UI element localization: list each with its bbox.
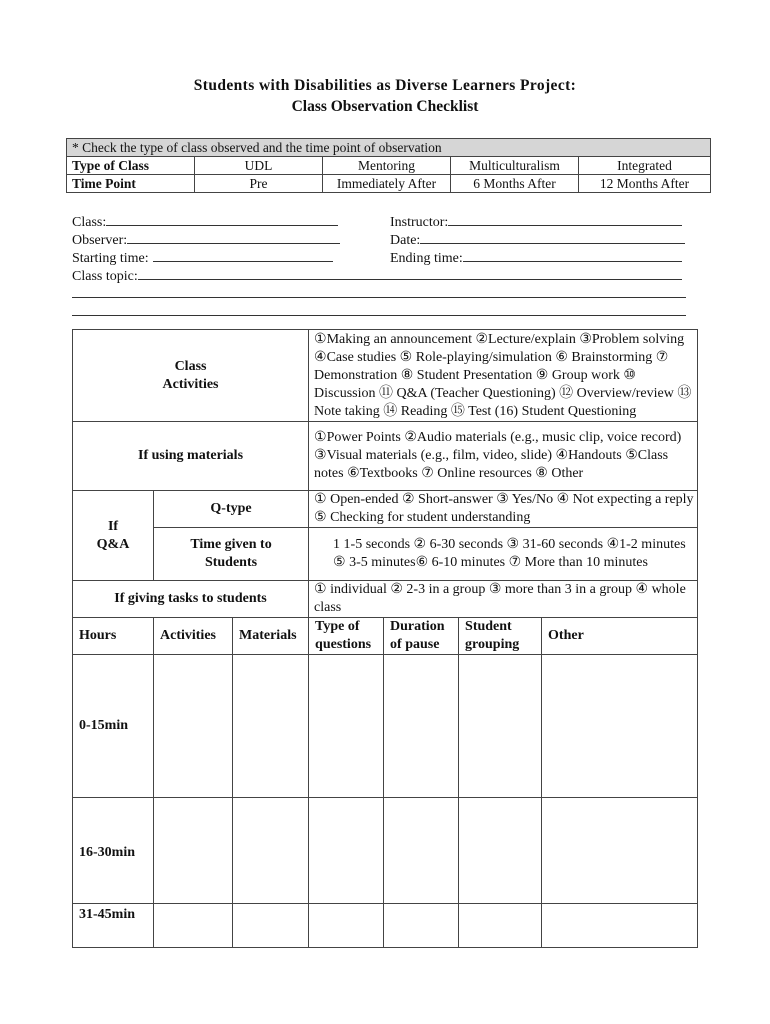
table-cell[interactable] xyxy=(233,798,309,904)
document-title: Students with Disabilities as Diverse Learners Project: xyxy=(193,77,577,94)
materials-label: If using materials xyxy=(73,422,309,491)
table-cell[interactable] xyxy=(542,798,698,904)
instructor-field[interactable] xyxy=(390,212,682,232)
document-subtitle: Class Observation Checklist xyxy=(291,98,479,115)
time-given-options-line1: 1 1-5 seconds ② 6-30 seconds ③ 31-60 seconds ④1-2 minutes xyxy=(333,537,686,552)
row-label-31-45min: 31-45min xyxy=(73,904,154,948)
class-activities-label-line1: Class xyxy=(174,358,207,374)
class-type-option[interactable]: UDL xyxy=(195,157,323,175)
table-cell[interactable] xyxy=(384,798,459,904)
col-header-duration-of-pause: Duration of pause xyxy=(384,618,459,655)
table-cell[interactable] xyxy=(309,904,384,948)
time-point-option[interactable]: 12 Months After xyxy=(579,175,711,193)
table-cell[interactable] xyxy=(154,798,233,904)
date-label: Date: xyxy=(390,233,421,248)
col-header-hours: Hours xyxy=(73,618,154,655)
tasks-label: If giving tasks to students xyxy=(73,581,309,618)
table-cell[interactable] xyxy=(459,798,542,904)
qa-label xyxy=(73,491,154,581)
col-header-student-grouping: Student grouping xyxy=(459,618,542,655)
starting-time-field[interactable] xyxy=(72,248,333,268)
row-label-16-30min: 16-30min xyxy=(73,798,154,904)
qa-label-line1: If xyxy=(107,518,119,534)
starting-time-label: Starting time: xyxy=(72,251,149,266)
observer-label: Observer: xyxy=(72,233,128,248)
class-type-option[interactable]: Integrated xyxy=(579,157,711,175)
qtype-options[interactable]: ① Open-ended ② Short-answer ③ Yes/No ④ Not expecting a reply ⑤ Checking for student understanding xyxy=(309,491,698,528)
ending-time-field[interactable] xyxy=(390,248,682,268)
class-topic-label: Class topic: xyxy=(72,269,138,284)
table-cell[interactable] xyxy=(309,655,384,798)
observer-field[interactable] xyxy=(72,230,340,250)
table-cell[interactable] xyxy=(459,655,542,798)
table-cell[interactable] xyxy=(384,655,459,798)
table-cell[interactable] xyxy=(309,798,384,904)
ending-time-label: Ending time: xyxy=(390,251,463,266)
observation-table xyxy=(72,329,698,948)
time-point-option[interactable]: Immediately After xyxy=(323,175,451,193)
table-cell[interactable] xyxy=(233,904,309,948)
row-label-0-15min: 0-15min xyxy=(73,655,154,798)
time-point-label: Time Point xyxy=(67,175,195,193)
time-given-options[interactable] xyxy=(309,528,698,581)
table-cell[interactable] xyxy=(459,904,542,948)
type-table-instruction: * Check the type of class observed and the time point of observation xyxy=(67,139,711,157)
qa-label-line2: Q&A xyxy=(96,536,130,552)
class-type-table xyxy=(66,138,711,193)
table-cell[interactable] xyxy=(384,904,459,948)
col-header-activities: Activities xyxy=(154,618,233,655)
class-type-option[interactable]: Multiculturalism xyxy=(451,157,579,175)
table-cell[interactable] xyxy=(154,655,233,798)
time-point-option[interactable]: 6 Months After xyxy=(451,175,579,193)
class-label: Class: xyxy=(72,215,107,230)
class-type-option[interactable]: Mentoring xyxy=(323,157,451,175)
tasks-options[interactable]: ① individual ② 2-3 in a group ③ more than 3 in a group ④ whole class xyxy=(309,581,698,618)
topic-line[interactable] xyxy=(72,315,686,316)
col-header-type-of-questions: Type of questions xyxy=(309,618,384,655)
col-header-materials: Materials xyxy=(233,618,309,655)
table-cell[interactable] xyxy=(233,655,309,798)
class-activities-options[interactable]: ①Making an announcement ②Lecture/explain ③Problem solving ④Case studies ⑤ Role-playing/simulation ⑥ Brainstorming ⑦ Demonstration ⑧ Student Presentation ⑨ Group work ⑩ Discussion ⑪ Q&A (Teacher Questioning) ⑫ Overview/review ⑬ Note taking ⑭ Reading ⑮ Test (16) Student Questioning xyxy=(309,330,698,422)
time-given-label: Time given to Students xyxy=(154,528,309,581)
type-of-class-label: Type of Class xyxy=(67,157,195,175)
materials-options[interactable]: ①Power Points ②Audio materials (e.g., music clip, voice record) ③Visual materials (e.g., film, video, slide) ④Handouts ⑤Class notes ⑥Textbooks ⑦ Online resources ⑧ Other xyxy=(309,422,698,491)
time-given-options-line2: ⑤ 3-5 minutes⑥ 6-10 minutes ⑦ More than 10 minutes xyxy=(333,555,648,570)
class-topic-field[interactable] xyxy=(72,266,682,286)
col-header-other: Other xyxy=(542,618,698,655)
time-point-option[interactable]: Pre xyxy=(195,175,323,193)
instructor-label: Instructor: xyxy=(390,215,449,230)
class-activities-label-line2: Activities xyxy=(162,376,219,392)
qtype-label: Q-type xyxy=(154,491,309,528)
class-field[interactable] xyxy=(72,212,338,232)
class-activities-label xyxy=(73,330,309,422)
table-cell[interactable] xyxy=(542,655,698,798)
date-field[interactable] xyxy=(390,230,685,250)
table-cell[interactable] xyxy=(154,904,233,948)
table-cell[interactable] xyxy=(542,904,698,948)
topic-line[interactable] xyxy=(72,297,686,298)
